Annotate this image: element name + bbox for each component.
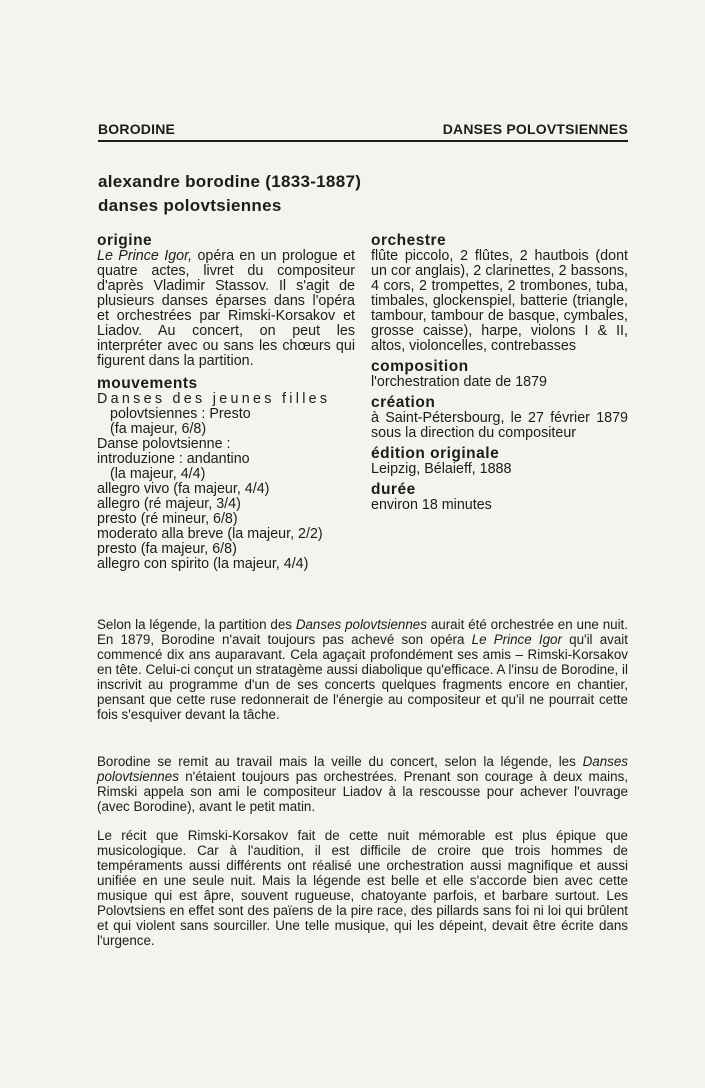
header-work: DANSES POLOVTSIENNES xyxy=(442,121,628,137)
origine-heading: origine xyxy=(97,232,153,249)
edition-heading: édition originale xyxy=(371,445,500,462)
duree-heading: durée xyxy=(371,481,416,498)
mouvement-line: presto (ré mineur, 6/8) xyxy=(97,511,238,527)
work-title: danses polovtsiennes xyxy=(98,196,282,215)
mouvement-line: Danses des jeunes filles xyxy=(97,391,331,407)
origine-body: opéra en un prologue et quatre actes, livret du compositeur d'après Vladimir Stassov. Il s'agit de plusieurs danses éparses dans l'opéra et orchestrées par Rimski-Korsakov et Liadov. Au concert, on peut les interpréter avec ou sans les chœurs qui figurent dans la partition. xyxy=(97,248,355,369)
composition-text: l'orchestration date de 1879 xyxy=(371,374,548,390)
mouvement-line: allegro vivo (fa majeur, 4/4) xyxy=(97,481,270,497)
mouvement-line: moderato alla breve (la majeur, 2/2) xyxy=(97,526,323,542)
text-run: qu'il avait commencé dix ans auparavant. Cela agaçait profondément ses amis – Rimski-Korsakov en tête. Celui-ci conçut un stratagème aussi diabolique qu'efficace. A l'insu de Borodine, il inscrivit au programme d'un de ses concerts quelques fragments encore en chantier, pensant que cette ruse redonnerait de l'énergie au compositeur et qu'il ne pourrait cette fois s'esquiver devant la tâche. xyxy=(97,632,628,722)
mouvement-line: presto (fa majeur, 6/8) xyxy=(97,541,237,557)
edition-text: Leipzig, Bélaieff, 1888 xyxy=(371,461,512,477)
text-run: Le récit que Rimski-Korsakov fait de cette nuit mémorable est plus épique que musicologique. Car à l'audition, il est difficile de croire que trois hommes de tempéraments aussi différents ont réalisé une orchestration aussi magnifique et aussi unifiée en une seule nuit. Mais la légende est belle et elle s'accorde bien avec cette musique qui est âpre, souvent rugueuse, chatoyante parfois, et barbare surtout. Les Polovtsiens en effet sont des païens de la pire race, des pillards sans foi ni loi qui brûlent et qui violent sans sourciller. Une telle musique, qui les dépeint, devait être écrite dans l'urgence. xyxy=(97,828,628,948)
mouvement-line: allegro con spirito (la majeur, 4/4) xyxy=(97,556,309,572)
composition-heading: composition xyxy=(371,358,469,375)
body-paragraph-2 xyxy=(97,754,628,814)
mouvement-line: (la majeur, 4/4) xyxy=(110,466,206,482)
mouvement-line: allegro (ré majeur, 3/4) xyxy=(97,496,241,512)
italic-title: Danses polovtsiennes xyxy=(97,754,628,784)
creation-heading: création xyxy=(371,394,436,411)
orchestre-heading: orchestre xyxy=(371,232,447,249)
duree-text: environ 18 minutes xyxy=(371,497,492,513)
origine-text xyxy=(97,249,355,369)
mouvement-line: polovtsiennes : Presto xyxy=(110,406,251,422)
text-run: Borodine se remit au travail mais la veille du concert, selon la légende, les xyxy=(97,754,583,769)
header-rule xyxy=(98,140,628,142)
creation-text: à Saint-Pétersbourg, le 27 février 1879 sous la direction du compositeur xyxy=(371,410,628,441)
origine-work-title: Le Prince Igor, xyxy=(97,248,193,264)
left-column xyxy=(97,233,355,572)
body-paragraph-1 xyxy=(97,617,628,722)
mouvement-line: Danse polovtsienne : xyxy=(97,436,231,452)
header-composer: BORODINE xyxy=(98,121,176,137)
mouvements-list xyxy=(97,392,355,572)
text-run: Selon la légende, la partition des xyxy=(97,617,296,632)
text-run: n'étaient toujours pas orchestrées. Prenant son courage à deux mains, Rimski appela son ami le compositeur Liadov à la rescousse pour achever l'ouvrage (avec Borodine), avant le petit matin. xyxy=(97,769,628,814)
italic-title: Le Prince Igor xyxy=(471,632,562,647)
mouvements-heading: mouvements xyxy=(97,375,198,392)
mouvement-line: introduzione : andantino xyxy=(97,451,250,467)
text-run: aurait été orchestrée en une nuit. En 1879, Borodine n'avait toujours pas achevé son opéra xyxy=(97,617,628,647)
right-column xyxy=(371,233,628,513)
orchestre-text: flûte piccolo, 2 flûtes, 2 hautbois (dont un cor anglais), 2 clarinettes, 2 bassons, 4 cors, 2 trompettes, 2 trombones, tuba, timbales, glockenspiel, batterie (triangle, tambour, tambour de basque, cymbales, grosse caisse), harpe, violons I & II, altos, violoncelles, contrebasses xyxy=(371,248,628,354)
italic-title: Danses polovtsiennes xyxy=(295,617,427,632)
composer-title: alexandre borodine (1833-1887) xyxy=(98,172,362,191)
mouvement-line: (fa majeur, 6/8) xyxy=(110,421,207,437)
body-paragraph-3 xyxy=(97,828,628,948)
